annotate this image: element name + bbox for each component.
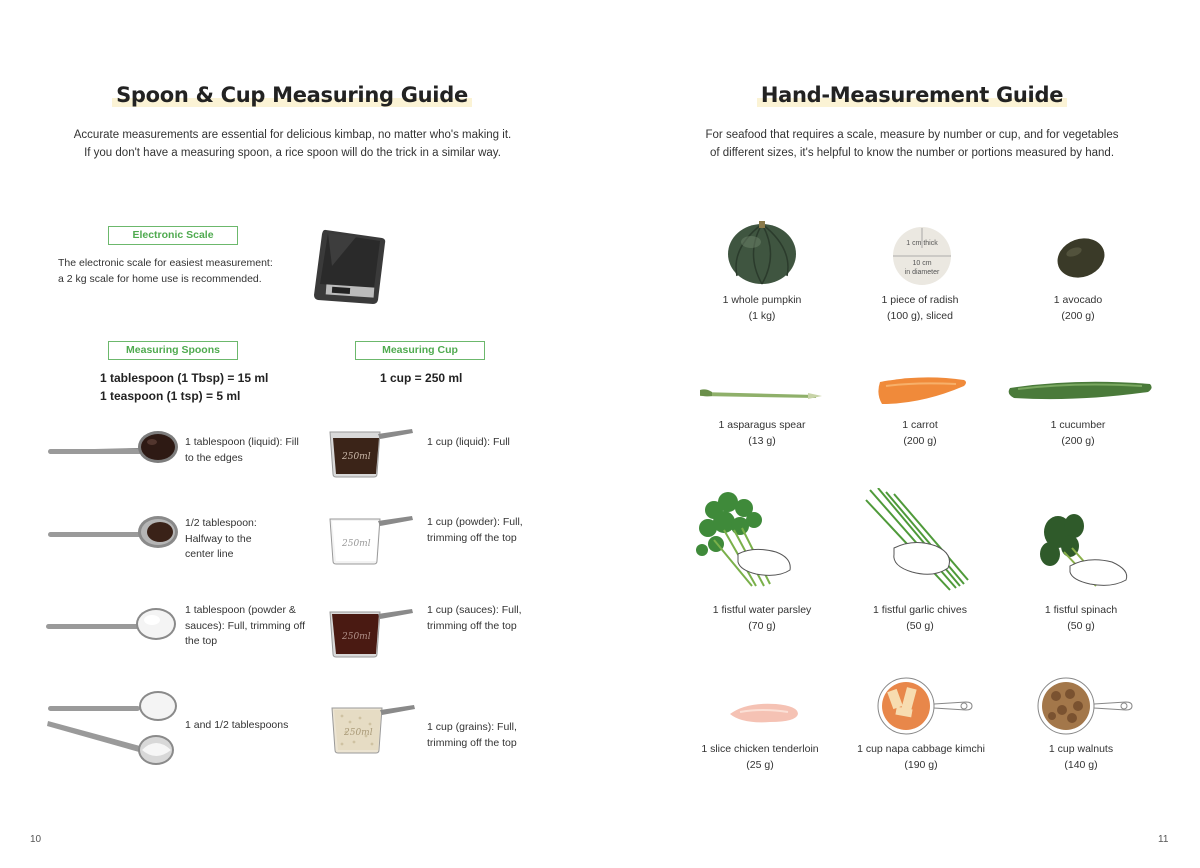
item-name: 1 cup walnuts — [1048, 743, 1114, 755]
cup-3-mark: 250ml — [342, 632, 371, 642]
cup-sauces-image — [324, 606, 416, 660]
spoon-item-2 — [185, 516, 295, 563]
spinach-image — [1030, 512, 1134, 592]
cup-equivalent: 1 cup = 250 ml — [380, 371, 463, 385]
cup-2-line-2: trimming off the top — [427, 531, 517, 544]
left-intro — [40, 126, 545, 162]
radish-image — [890, 224, 954, 286]
cup-1-line-1: 1 cup (liquid): Full — [427, 436, 510, 448]
water-parsley-image — [694, 490, 794, 590]
scale-description — [58, 255, 298, 287]
item-chicken-tenderloin — [675, 742, 845, 773]
cup-item-3 — [427, 603, 547, 634]
item-amount: (50 g) — [1067, 619, 1095, 632]
spoon-item-4 — [185, 718, 315, 734]
item-name: 1 carrot — [902, 419, 938, 431]
right-intro — [662, 126, 1162, 162]
cup-2-mark: 250ml — [342, 539, 371, 549]
spoon-2-line-2: Halfway to the — [185, 532, 252, 545]
item-name: 1 asparagus spear — [718, 419, 806, 431]
electronic-scale-image — [312, 226, 388, 306]
teaspoon-equivalent: 1 teaspoon (1 tsp) = 5 ml — [100, 389, 241, 403]
asparagus-image — [698, 384, 824, 404]
left-intro-line-2: If you don't have a measuring spoon, a rice spoon will do the trick in a similar way. — [84, 147, 501, 159]
left-page-title: Spoon & Cup Measuring Guide — [92, 83, 492, 107]
item-name: 1 fistful garlic chives — [873, 604, 967, 616]
cup-3-line-1: 1 cup (sauces): Full, — [427, 604, 522, 616]
item-name: 1 cup napa cabbage kimchi — [857, 743, 985, 755]
item-carrot — [835, 418, 1005, 449]
walnuts-cup-image — [1036, 676, 1134, 736]
item-walnuts — [996, 742, 1166, 773]
item-name: 1 fistful spinach — [1044, 604, 1118, 616]
cup-4-line-2: trimming off the top — [427, 736, 517, 749]
electronic-scale-tag: Electronic Scale — [108, 226, 238, 245]
item-garlic-chives — [835, 603, 1005, 634]
item-radish — [835, 293, 1005, 324]
right-intro-line-2: of different sizes, it's helpful to know the number or portions measured by hand. — [709, 147, 1115, 159]
garlic-chives-image — [864, 488, 974, 592]
item-amount: (50 g) — [906, 619, 934, 632]
right-intro-line-1: For seafood that requires a scale, measure by number or cup, and for vegetables — [705, 129, 1119, 141]
spoon-item-3 — [185, 603, 315, 650]
spoon-1-line-1: 1 tablespoon (liquid): Fill — [185, 436, 299, 448]
spoon-powder-image — [44, 606, 178, 644]
spoon-3-line-1: 1 tablespoon (powder & — [185, 604, 296, 616]
item-name: 1 fistful water parsley — [712, 604, 812, 616]
cup-1-mark: 250ml — [342, 452, 371, 462]
spoon-liquid-image — [46, 428, 180, 466]
item-amount: (200 g) — [903, 434, 937, 447]
cucumber-image — [1006, 376, 1154, 404]
pumpkin-image — [725, 218, 799, 286]
item-amount: (200 g) — [1061, 309, 1095, 322]
spoon-half-image — [46, 514, 180, 552]
item-amount: (190 g) — [904, 758, 938, 771]
radish-thickness-label: 1 cm thick — [906, 240, 938, 247]
left-page-number: 10 — [30, 834, 42, 845]
right-page-number: 11 — [1158, 834, 1169, 845]
item-cucumber — [993, 418, 1163, 449]
item-spinach — [996, 603, 1166, 634]
item-amount: (25 g) — [746, 758, 774, 771]
cup-grains-image — [326, 702, 418, 756]
item-amount: (13 g) — [748, 434, 776, 447]
cup-liquid-image — [324, 426, 416, 480]
item-amount: (1 kg) — [748, 309, 776, 322]
cup-item-1 — [427, 435, 547, 451]
left-intro-line-1: Accurate measurements are essential for delicious kimbap, no matter who's making it. — [73, 129, 512, 141]
item-name: 1 slice chicken tenderloin — [701, 743, 819, 755]
radish-diameter-label: 10 cm — [912, 260, 932, 267]
item-amount: (100 g), sliced — [887, 309, 953, 322]
item-amount: (140 g) — [1064, 758, 1098, 771]
spoon-1-line-2: to the edges — [185, 451, 243, 464]
spoon-one-and-half-image — [44, 688, 182, 770]
measuring-cup-tag: Measuring Cup — [355, 341, 485, 360]
spoon-2-line-3: center line — [185, 548, 234, 560]
item-amount: (200 g) — [1061, 434, 1095, 447]
cup-4-mark: 250ml — [344, 728, 373, 738]
spoon-4-line-1: 1 and 1/2 tablespoons — [185, 719, 289, 731]
item-name: 1 cucumber — [1050, 419, 1106, 431]
item-name: 1 avocado — [1053, 294, 1103, 306]
cup-powder-image — [324, 513, 416, 567]
avocado-image — [1052, 234, 1110, 280]
cup-4-line-1: 1 cup (grains): Full, — [427, 721, 517, 733]
right-page-title: Hand-Measurement Guide — [712, 83, 1112, 107]
radish-diameter-sub-label: in diameter — [904, 269, 940, 276]
kimchi-cup-image — [876, 676, 974, 736]
item-name: 1 piece of radish — [881, 294, 959, 306]
spoon-equivalents — [100, 369, 268, 405]
spoon-3-line-3: the top — [185, 635, 218, 647]
chicken-tenderloin-image — [726, 698, 802, 728]
measuring-spoons-tag: Measuring Spoons — [108, 341, 238, 360]
spoon-3-line-2: sauces): Full, trimming off — [185, 619, 306, 632]
carrot-image — [876, 374, 970, 408]
cup-item-4 — [427, 720, 547, 751]
scale-text-line-1: The electronic scale for easiest measurement: — [58, 257, 273, 269]
item-napa-cabbage-kimchi — [836, 742, 1006, 773]
spoon-item-1 — [185, 435, 315, 466]
scale-text-line-2: a 2 kg scale for home use is recommended. — [58, 273, 262, 285]
spoon-2-line-1: 1/2 tablespoon: — [185, 517, 257, 529]
item-amount: (70 g) — [748, 619, 776, 632]
cup-3-line-2: trimming off the top — [427, 619, 517, 632]
item-name: 1 whole pumpkin — [722, 294, 802, 306]
tablespoon-equivalent: 1 tablespoon (1 Tbsp) = 15 ml — [100, 371, 269, 385]
item-asparagus — [677, 418, 847, 449]
item-water-parsley — [677, 603, 847, 634]
item-avocado — [993, 293, 1163, 324]
cup-item-2 — [427, 515, 547, 546]
cup-2-line-1: 1 cup (powder): Full, — [427, 516, 523, 528]
item-pumpkin — [677, 293, 847, 324]
